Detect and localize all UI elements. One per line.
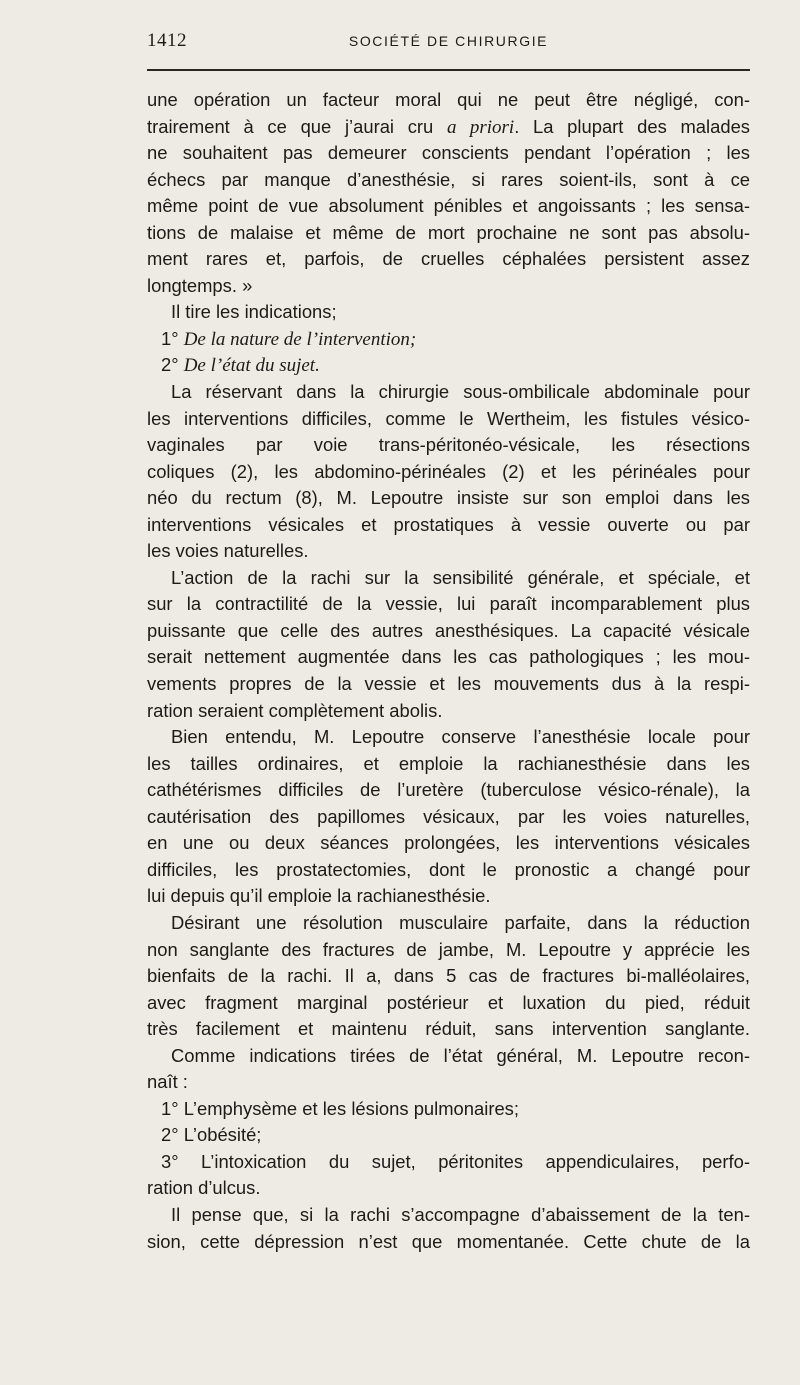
header-rule [147,69,750,71]
text-line: bienfaits de la rachi. Il a, dans 5 cas de fractures bi-malléolaires, [147,965,750,987]
text-line: ment rares et, parfois, de cruelles céphalées persistent assez [147,248,750,270]
text-line: vaginales par voie trans-péritonéo-vésicale, les résections [147,434,750,456]
text-line: échecs par manque d’anesthésie, si rares soient-ils, sont à ce [147,168,750,190]
body-text [147,87,750,1255]
text-line: lui depuis qu’il emploie la rachianesthésie. [147,885,491,907]
text-line: avec fragment marginal postérieur et luxation du pied, réduit [147,991,750,1013]
text-line: L’action de la rachi sur la sensibilité générale, et spéciale, et [171,566,750,588]
text-line: sion, cette dépression n’est que momentanée. Cette chute de la [147,1230,750,1252]
text-line: interventions vésicales et prostatiques à vessie ouverte ou par [147,513,750,535]
text-line: sur la contractilité de la vessie, lui paraît incomparablement plus [147,593,750,615]
text-line: les voies naturelles. [147,540,309,562]
text-line: coliques (2), les abdomino-périnéales (2) et les périnéales pour [147,460,750,482]
text-line: très facilement et maintenu réduit, sans intervention sanglante. [147,1018,750,1040]
text-line: ration d’ulcus. [147,1177,261,1199]
text-line: longtemps. » [147,274,253,296]
text-line: vements propres de la vessie et les mouvements dus à la respi- [147,673,750,695]
text-line: trairement à ce que j’aurai cru a priori. La plupart des malades [147,115,750,138]
text-line: même point de vue absolument pénibles et angoissants ; les sensa- [147,195,750,217]
text-line: en une ou deux séances prolongées, les interventions vésicales [147,832,750,854]
text-line: Il pense que, si la rachi s’accompagne d’abaissement de la ten- [171,1203,750,1225]
page-number: 1412 [147,30,187,51]
text-line: non sanglante des fractures de jambe, M. Lepoutre y apprécie les [147,938,750,960]
text-line: 2° L’obésité; [161,1124,262,1146]
text-line: ne souhaitent pas demeurer conscients pendant l’opération ; les [147,142,750,164]
text-line: tions de malaise et même de mort prochaine ne sont pas absolu- [147,221,750,243]
text-line: néo du rectum (8), M. Lepoutre insiste sur son emploi dans les [147,487,750,509]
text-line: 2° De l’état du sujet. [161,354,320,377]
italic-text: a priori [447,116,515,138]
running-head: SOCIÉTÉ DE CHIRURGIE [348,33,549,49]
italic-text: De l’état du sujet. [183,355,320,377]
text-line: cautérisation des papillomes vésicaux, par les voies naturelles, [147,805,750,827]
text-line: Bien entendu, M. Lepoutre conserve l’anesthésie locale pour [171,726,750,748]
text-line: Il tire les indications; [171,301,337,323]
text-line: cathétérismes difficiles de l’uretère (tuberculose vésico-rénale), la [147,779,750,801]
italic-text: De la nature de l’intervention; [183,328,417,350]
text-line: les interventions difficiles, comme le Wertheim, les fistules vésico- [147,407,750,429]
text-line: Désirant une résolution musculaire parfaite, dans la réduction [171,911,750,933]
page-header [147,28,750,58]
text-line: difficiles, les prostatectomies, dont le pronostic a changé pour [147,858,750,880]
text-line: les tailles ordinaires, et emploie la rachianesthésie dans les [147,752,750,774]
text-line: 3° L’intoxication du sujet, péritonites appendiculaires, perfo- [161,1150,750,1172]
text-line: serait nettement augmentée dans les cas pathologiques ; les mou- [147,646,750,668]
text-line: puissante que celle des autres anesthésiques. La capacité vésicale [147,619,750,641]
text-line: naît : [147,1071,188,1093]
text-line: ration seraient complètement abolis. [147,699,443,721]
text-line: 1° L’emphysème et les lésions pulmonaires; [161,1097,519,1119]
text-line: 1° De la nature de l’intervention; [161,327,417,350]
text-line: une opération un facteur moral qui ne peut être négligé, con- [147,89,750,110]
text-line: La réservant dans la chirurgie sous-ombilicale abdominale pour [171,381,750,403]
text-line: Comme indications tirées de l’état général, M. Lepoutre recon- [171,1044,750,1066]
